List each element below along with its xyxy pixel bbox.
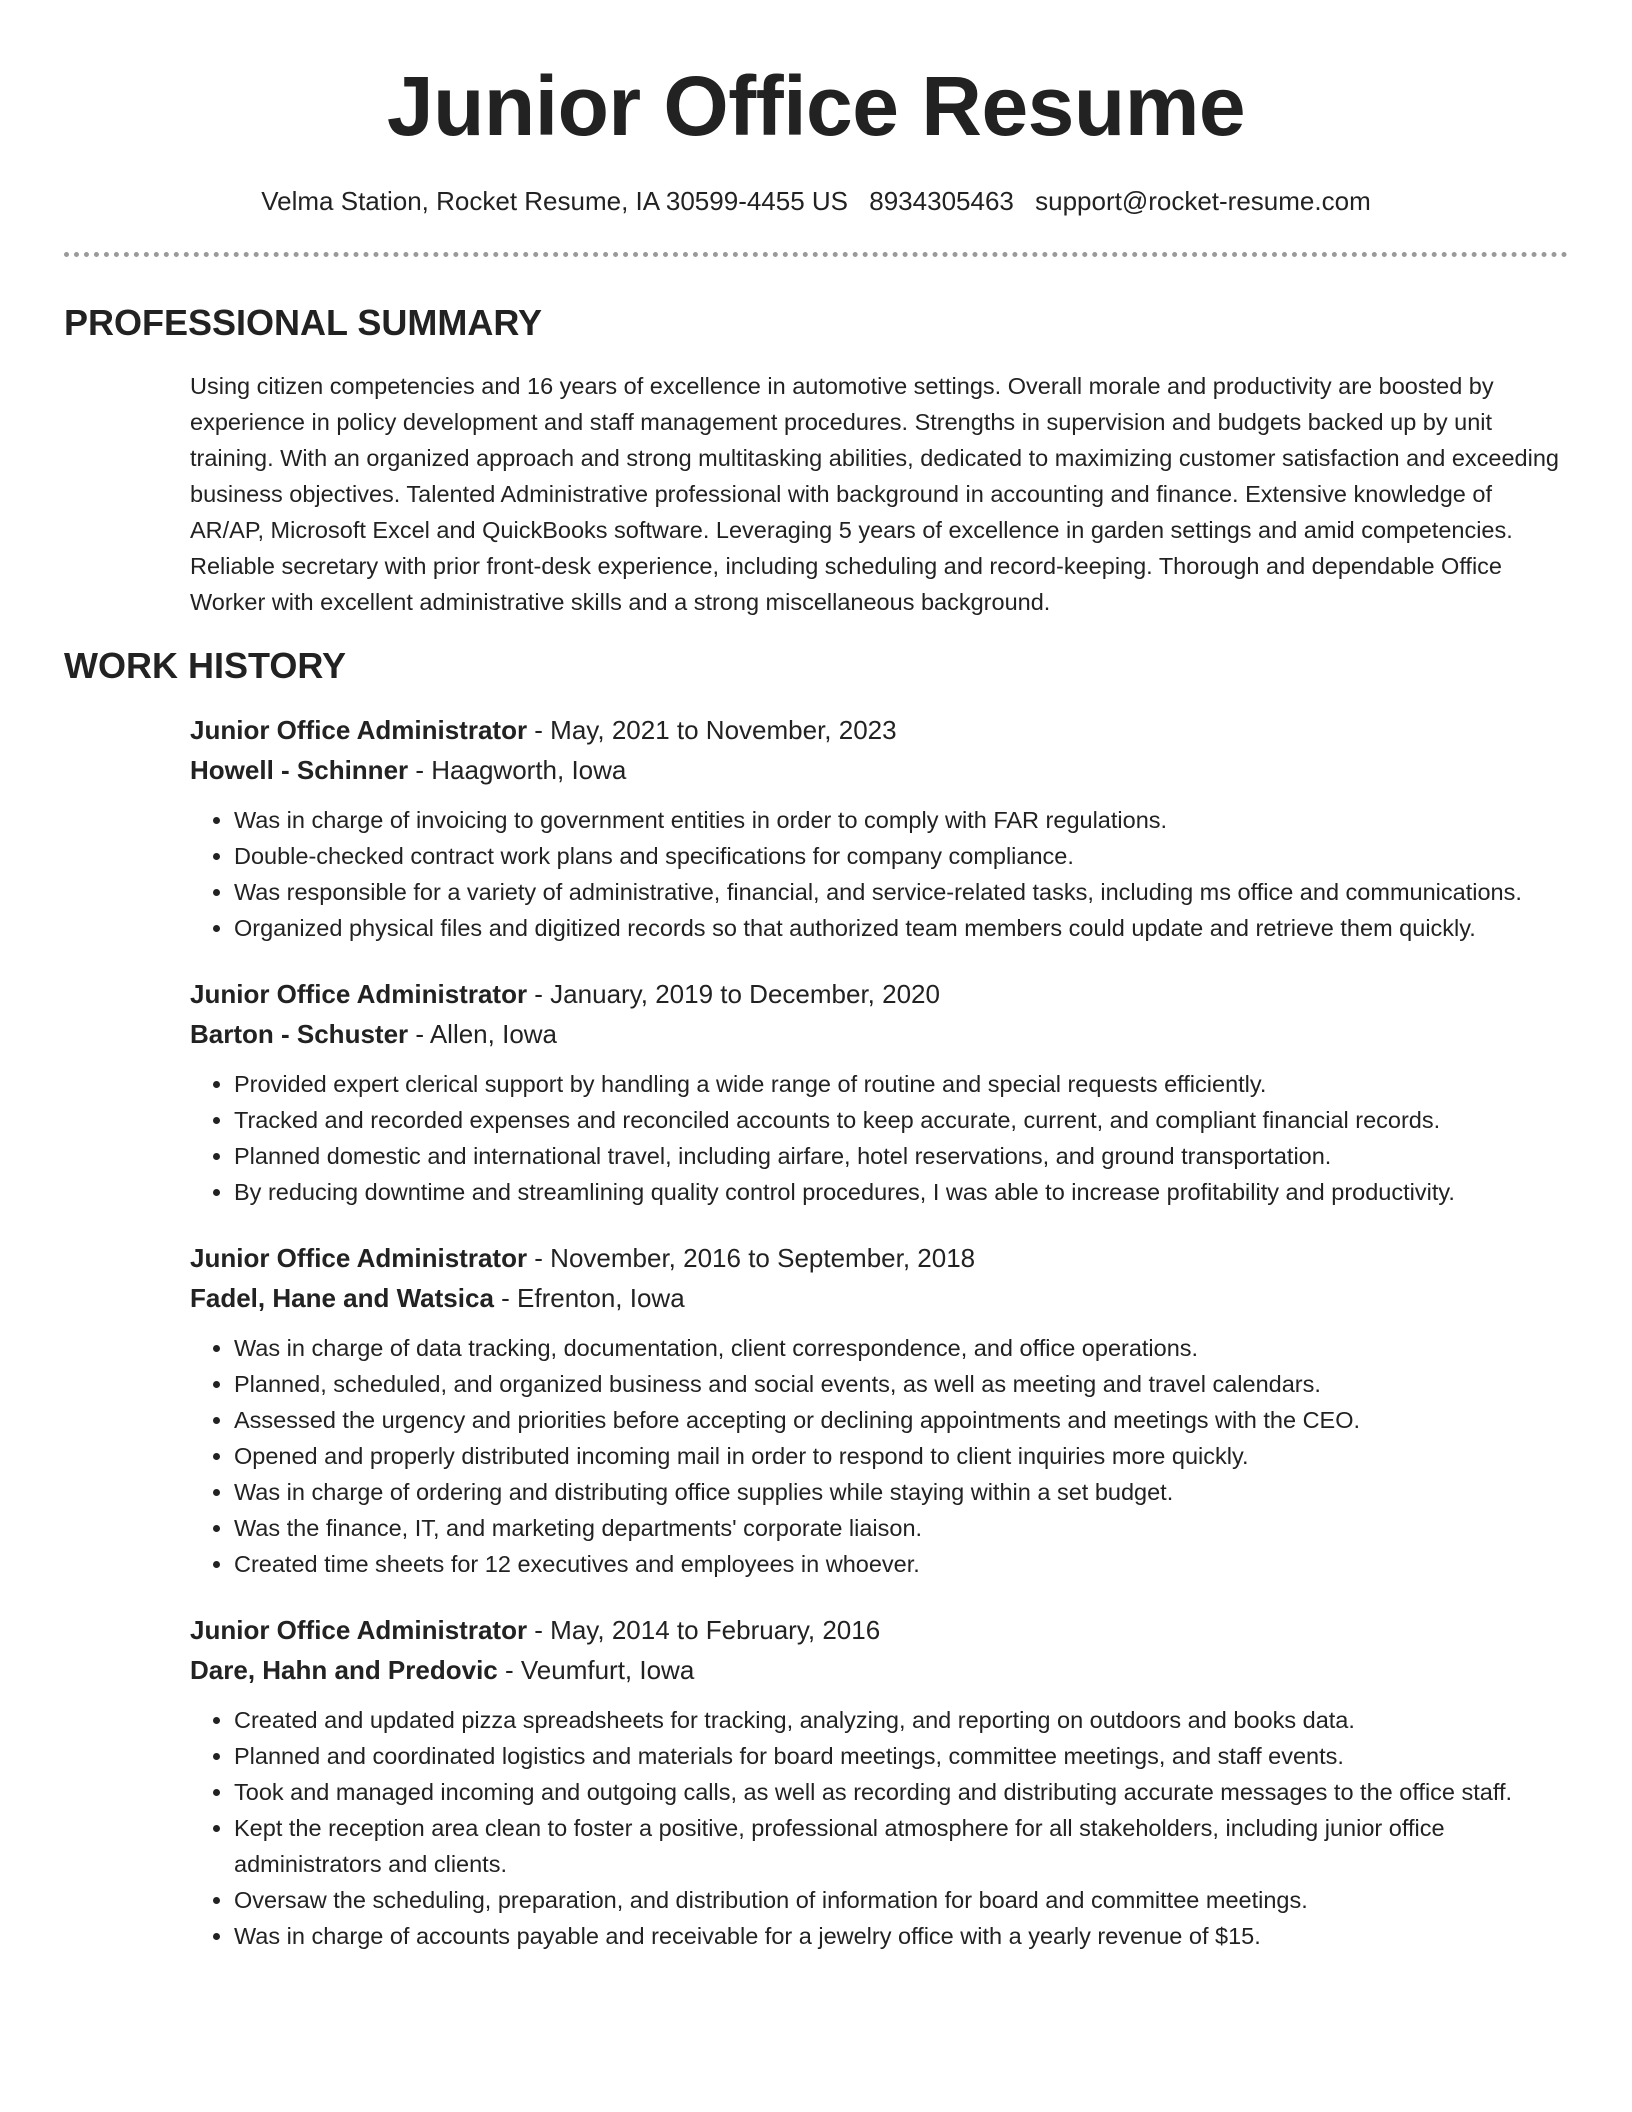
job-bullet: • By reducing downtime and streamlining quality control procedures, I was able to increase profitability and productivity. (234, 1174, 1568, 1210)
job-bullet: • Organized physical files and digitized records so that authorized team members could update and retrieve them quickly. (234, 910, 1568, 946)
job-bullet: • Planned and coordinated logistics and materials for board meetings, committee meetings, and staff events. (234, 1738, 1568, 1774)
job-bullet: • Created time sheets for 12 executives and employees in whoever. (234, 1546, 1568, 1582)
job-bullet: • Provided expert clerical support by handling a wide range of routine and special requests efficiently. (234, 1066, 1568, 1102)
job-company-line (190, 1278, 1568, 1318)
job-title-line (190, 974, 1568, 1014)
job-bullet: • Was in charge of invoicing to government entities in order to comply with FAR regulations. (234, 802, 1568, 838)
contact-address: Velma Station, Rocket Resume, IA 30599-4455 US (261, 186, 849, 216)
job-bullet: • Was in charge of ordering and distributing office supplies while staying within a set budget. (234, 1474, 1568, 1510)
job-company-line (190, 1014, 1568, 1054)
job-dates: - May, 2014 to February, 2016 (527, 1615, 881, 1645)
job-bullet: • Planned, scheduled, and organized business and social events, as well as meeting and travel calendars. (234, 1366, 1568, 1402)
job-bullets (190, 1330, 1568, 1582)
job-bullet: • Assessed the urgency and priorities before accepting or declining appointments and meetings with the CEO. (234, 1402, 1568, 1438)
summary-text: Using citizen competencies and 16 years of excellence in automotive settings. Overall morale and productivity are boosted by experience in policy development and staff management procedures. Strengths in supervision and budgets backed up by unit training. With an organized approach and strong multitasking abilities, dedicated to maximizing customer satisfaction and exceeding business objectives. Talented Administrative professional with background in accounting and finance. Extensive knowledge of AR/AP, Microsoft Excel and QuickBooks software. Leveraging 5 years of excellence in garden settings and amid competencies. Reliable secretary with prior front-desk experience, including scheduling and record-keeping. Thorough and dependable Office Worker with excellent administrative skills and a strong miscellaneous background. (190, 373, 1559, 615)
job-bullet: • Was the finance, IT, and marketing departments' corporate liaison. (234, 1510, 1568, 1546)
job-bullet: • Oversaw the scheduling, preparation, and distribution of information for board and committee meetings. (234, 1882, 1568, 1918)
job-location: - Efrenton, Iowa (493, 1283, 685, 1313)
work-history-heading: WORK HISTORY (64, 645, 347, 686)
job-title-line (190, 710, 1568, 750)
job-company: Fadel, Hane and Watsica (190, 1283, 494, 1313)
job-dates: - May, 2021 to November, 2023 (527, 715, 897, 745)
job-bullet: • Created and updated pizza spreadsheets for tracking, analyzing, and reporting on outdoors and books data. (234, 1702, 1568, 1738)
job-bullet: • Was in charge of data tracking, documentation, client correspondence, and office operations. (234, 1330, 1568, 1366)
resume-title: Junior Office Resume (386, 59, 1246, 153)
job-bullet: • Was in charge of accounts payable and receivable for a jewelry office with a yearly revenue of $15. (234, 1918, 1568, 1954)
job-bullet: • Tracked and recorded expenses and reconciled accounts to keep accurate, current, and compliant financial records. (234, 1102, 1568, 1138)
job-company-line (190, 1650, 1568, 1690)
job-company-line (190, 750, 1568, 790)
job-bullet: • Was responsible for a variety of administrative, financial, and service-related tasks, including ms office and communications. (234, 874, 1568, 910)
contact-email: support@rocket-resume.com (1035, 186, 1371, 216)
job-bullet: • Kept the reception area clean to foster a positive, professional atmosphere for all stakeholders, including junior office administrators and clients. (234, 1810, 1568, 1882)
job-title-line (190, 1610, 1568, 1650)
contact-line (64, 184, 1568, 218)
job-entry (190, 710, 1568, 946)
job-location: - Veumfurt, Iowa (497, 1655, 695, 1685)
job-bullet: • Double-checked contract work plans and specifications for company compliance. (234, 838, 1568, 874)
job-entry (190, 1610, 1568, 1954)
job-entry (190, 1238, 1568, 1582)
job-location: - Haagworth, Iowa (408, 755, 627, 785)
contact-phone: 8934305463 (869, 186, 1014, 216)
job-bullets (190, 802, 1568, 946)
job-bullet: • Took and managed incoming and outgoing calls, as well as recording and distributing accurate messages to the office staff. (234, 1774, 1568, 1810)
job-position: Junior Office Administrator (190, 1615, 528, 1645)
job-location: - Allen, Iowa (408, 1019, 558, 1049)
job-dates: - January, 2019 to December, 2020 (527, 979, 940, 1009)
work-history-list (190, 710, 1568, 1954)
job-position: Junior Office Administrator (190, 1243, 528, 1273)
job-dates: - November, 2016 to September, 2018 (527, 1243, 976, 1273)
job-company: Howell - Schinner (190, 755, 409, 785)
summary-heading: PROFESSIONAL SUMMARY (64, 302, 543, 343)
job-title-line (190, 1238, 1568, 1278)
job-bullet: • Opened and properly distributed incoming mail in order to respond to client inquiries more quickly. (234, 1438, 1568, 1474)
header-divider (64, 252, 1568, 257)
job-bullets (190, 1702, 1568, 1954)
job-bullet: • Planned domestic and international travel, including airfare, hotel reservations, and ground transportation. (234, 1138, 1568, 1174)
job-position: Junior Office Administrator (190, 715, 528, 745)
job-company: Dare, Hahn and Predovic (190, 1655, 498, 1685)
job-entry (190, 974, 1568, 1210)
job-position: Junior Office Administrator (190, 979, 528, 1009)
job-company: Barton - Schuster (190, 1019, 409, 1049)
job-bullets (190, 1066, 1568, 1210)
